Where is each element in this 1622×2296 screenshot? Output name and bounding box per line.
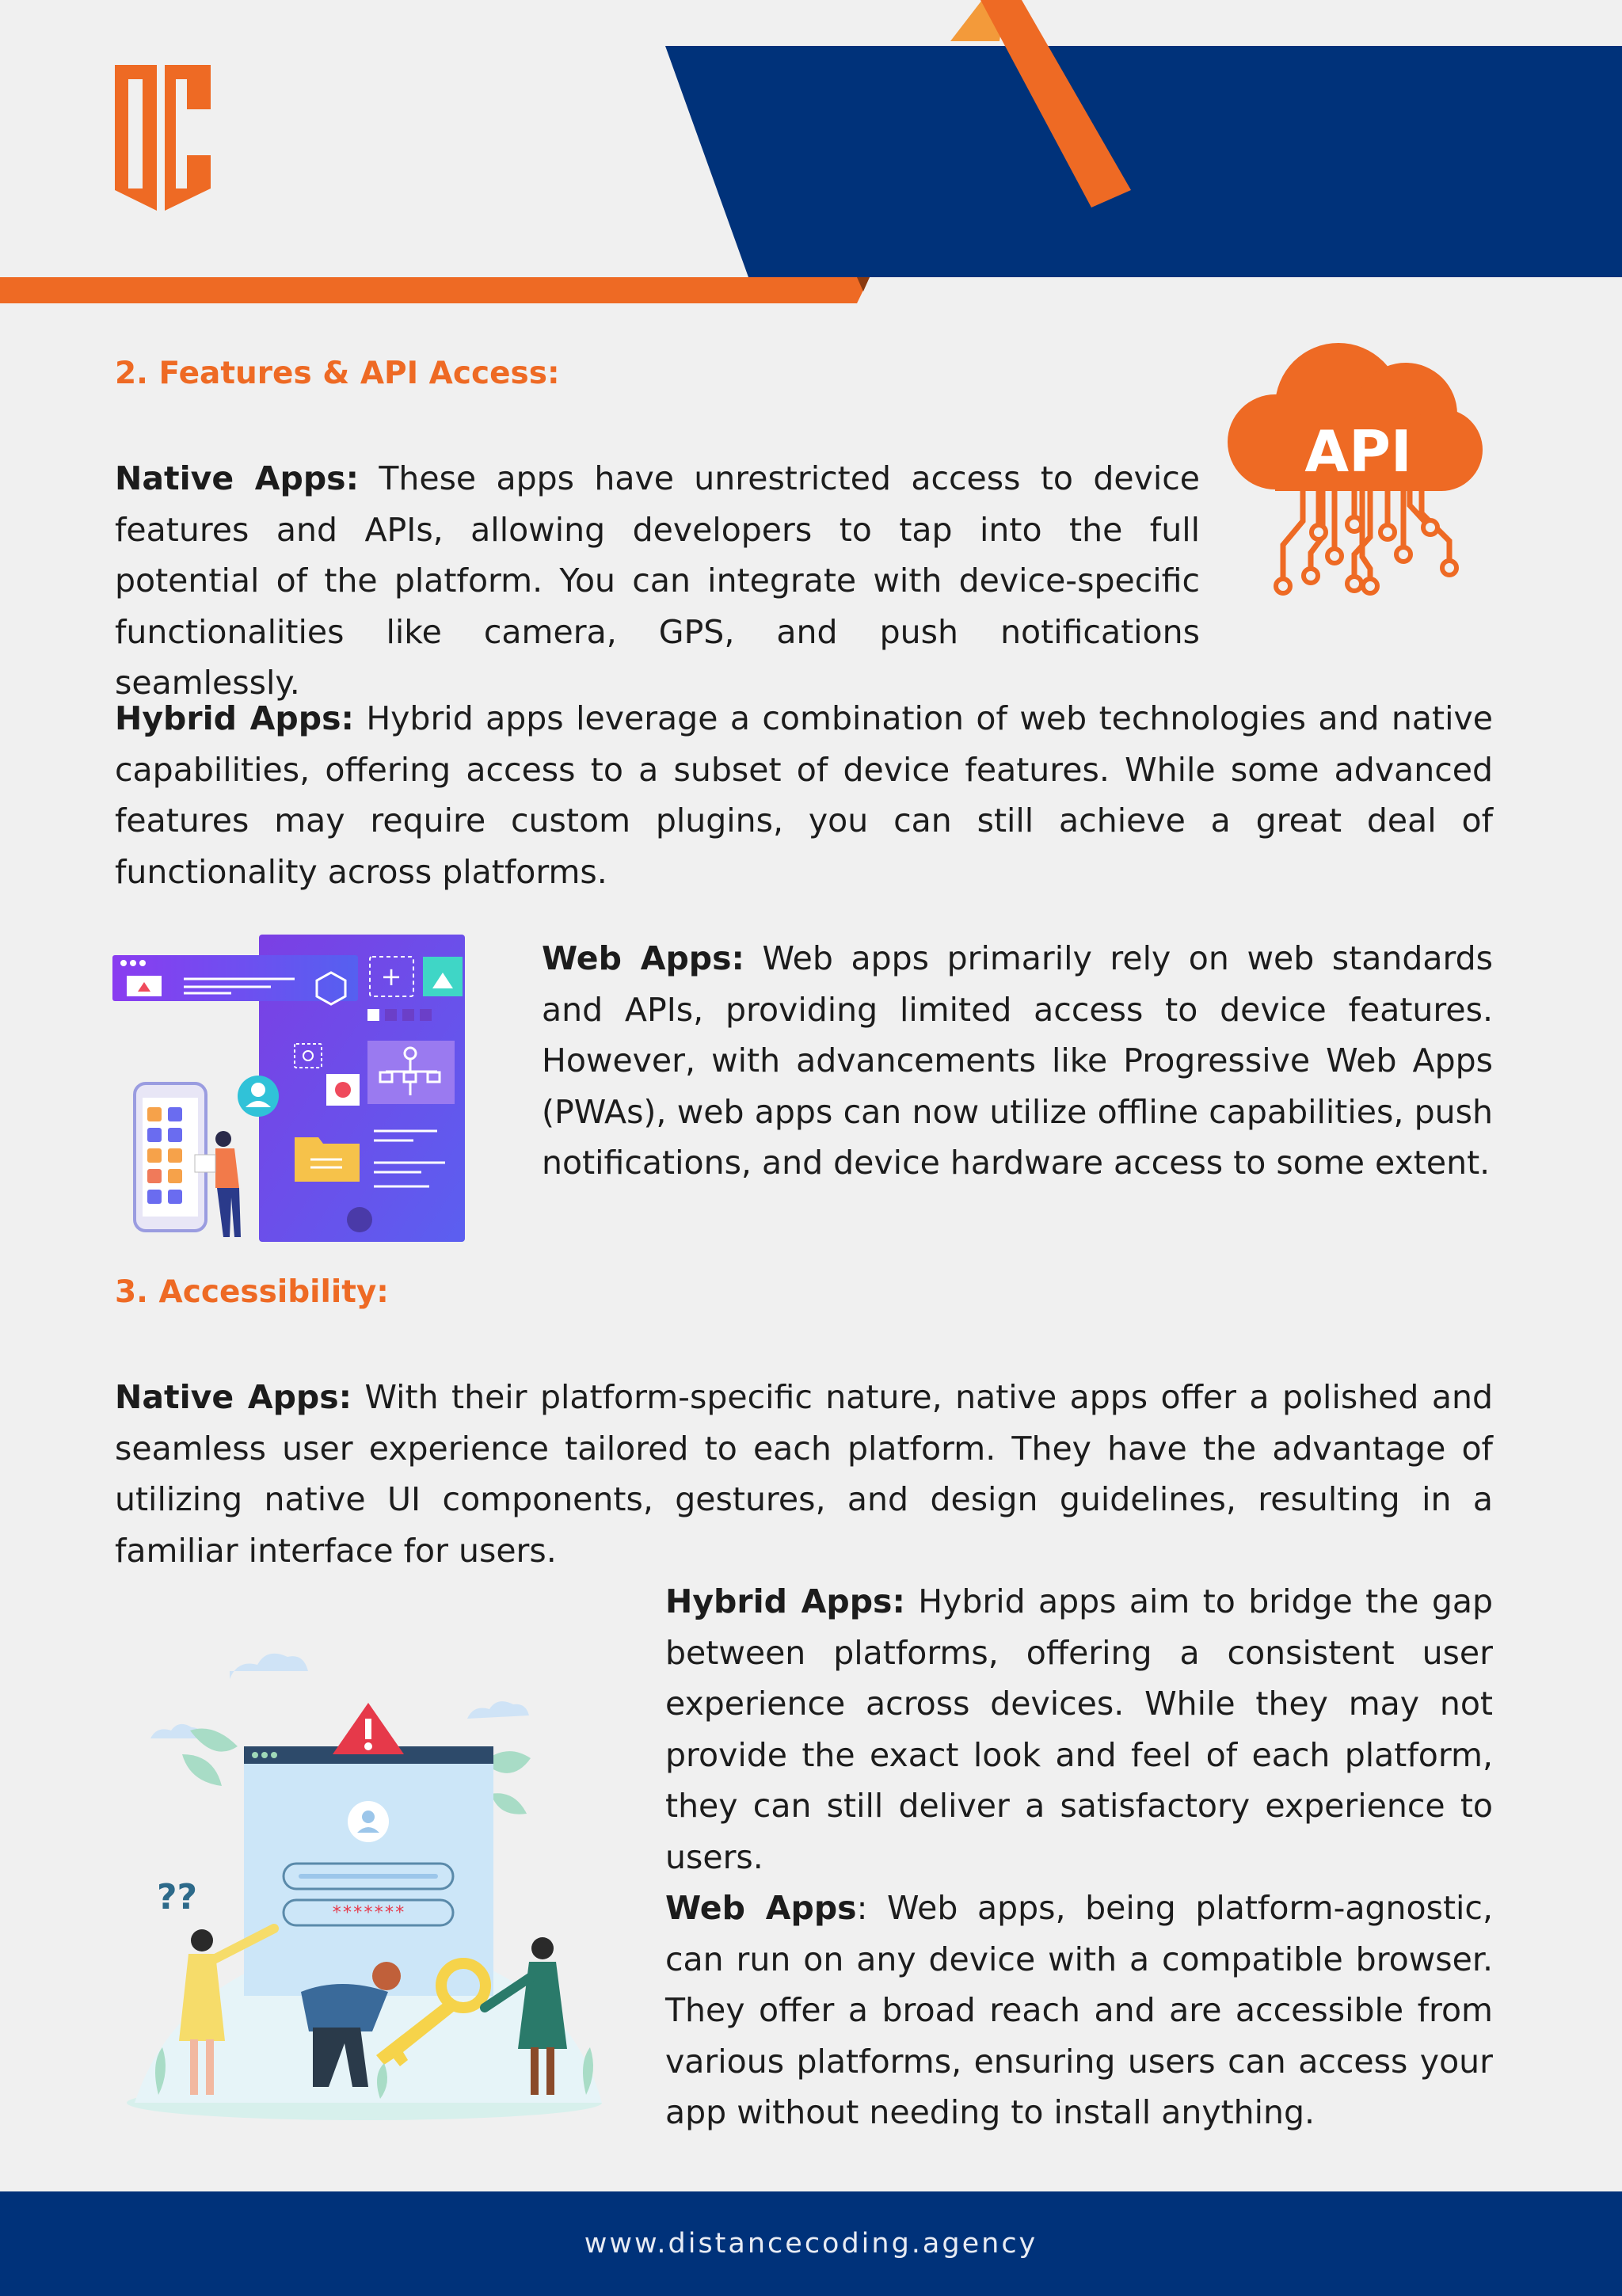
accessibility-native-paragraph <box>115 1372 1493 1576</box>
accessibility-web-label: Web Apps <box>665 1889 857 1927</box>
features-native-label: Native Apps: <box>115 459 359 497</box>
dc-logo <box>111 62 214 219</box>
accessibility-native-label: Native Apps: <box>115 1378 352 1416</box>
web-app-illustration <box>112 933 469 1243</box>
accessibility-web-text: : Web apps, being platform-agnostic, can run on any device with a compatible browser. They offer a broad reach and are accessible from various platforms, ensuring users can access your app without needing to install anything. <box>665 1889 1493 2131</box>
features-heading: 2. Features & API Access: <box>115 356 560 391</box>
question-marks-text: ?? <box>157 1877 198 1917</box>
features-hybrid-paragraph <box>115 693 1493 897</box>
password-mask-text: ******* <box>331 1903 406 1923</box>
accessibility-native-text: With their platform-specific nature, native apps offer a polished and seamless user experience tailored to each platform. They have the advantage of utilizing native UI components, gestures, and design guidelines, resulting in a familiar interface for users. <box>115 1378 1493 1570</box>
features-web-paragraph <box>542 933 1493 1189</box>
features-hybrid-label: Hybrid Apps: <box>115 699 354 737</box>
footer-url-link[interactable]: www.distancecoding.agency <box>584 2228 1038 2260</box>
features-hybrid-text: Hybrid apps leverage a combination of web technologies and native capabilities, offering access to a subset of device features. While some advanced features may require custom plugins, you can still achieve a great deal of functionality across platforms. <box>115 699 1493 891</box>
features-web-text: Web apps primarily rely on web standards and APIs, providing limited access to device features. However, with advancements like Progressive Web Apps (PWAs), web apps can now utilize offline capabilities, push notifications, and device hardware access to some extent. <box>542 939 1494 1182</box>
header-banner <box>0 0 1622 309</box>
features-web-label: Web Apps: <box>542 939 744 977</box>
svg-text:+: + <box>380 961 402 992</box>
accessibility-web-paragraph <box>665 1883 1493 2138</box>
accessibility-hybrid-label: Hybrid Apps: <box>665 1582 905 1620</box>
features-native-paragraph <box>115 453 1200 709</box>
footer-bar <box>0 2191 1622 2296</box>
api-badge-text: API <box>1304 418 1412 485</box>
login-team-illustration <box>111 1628 626 2134</box>
accessibility-heading: 3. Accessibility: <box>115 1274 389 1310</box>
features-native-text: These apps have unrestricted access to device features and APIs, allowing developers to tap into the full potential of the platform. You can integrate with device-specific functionalities like camera, GPS, and push notifications seamlessly. <box>115 459 1200 702</box>
header-orange-stripe <box>0 277 870 303</box>
api-cloud-icon <box>1220 331 1497 600</box>
accessibility-hybrid-text: Hybrid apps aim to bridge the gap between platforms, offering a consistent user experience across devices. While they may not provide the exact look and feel of each platform, they can still deliver a satisfactory experience to users. <box>665 1582 1494 1876</box>
header-blue-panel <box>665 46 1622 277</box>
accessibility-hybrid-paragraph <box>665 1576 1493 1883</box>
